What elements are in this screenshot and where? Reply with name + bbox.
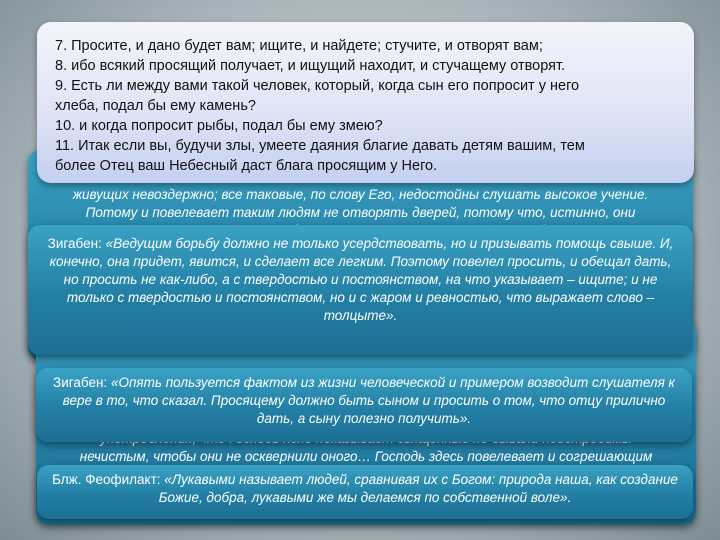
quote-text: «Опять пользуется фактом из жизни человеческой и примером возводит слушателя к вере в то, что сказал. Просящему должно быть сыном и просить о том, что отцу прилично дать, а сыну полезно получить». xyxy=(62,375,675,426)
zigaben-quote-box-1 xyxy=(28,225,693,355)
verse-line: 10. и когда попросит рыбы, подал бы ему змею? xyxy=(55,118,383,134)
verse-line: 8. ибо всякий просящий получает, и ищущий находит, и стучащему отворят. xyxy=(55,58,566,74)
verse-line: хлеба, подал бы ему камень? xyxy=(55,98,256,114)
verse-line: 11. Итак если вы, будучи злы, умеете даяния благие давать детям вашим, тем xyxy=(55,138,585,154)
gospel-verses-box xyxy=(37,22,694,183)
quote-author: Зигабен: xyxy=(53,375,108,390)
feofilakt-quote-box xyxy=(37,465,693,519)
background-line: Потому и повелевает таким людям не отворять дверей, потому что, истинно, они xyxy=(85,205,636,220)
verse-line: 9. Есть ли между вами такой человек, который, когда сын его попросит у него xyxy=(55,78,580,94)
verse-line: более Отец ваш Небесный даст блага просящим у Него. xyxy=(55,158,438,174)
verse-line: 7. Просите, и дано будет вам; ищите, и найдете; стучите, и отворят вам; xyxy=(55,38,543,54)
quote-text: «Ведущим борьбу должно не только усердствовать, но и призывать помощь свыше. И, конечно, она придет, явится, и сделает все легким. Поэтому повелел просить, и обещал дать, но просить не как-либо, а с твердостью и постоянством, на что указывает – ищите; и не только с твердостью и постоянством, но и с жаром и ревностью, что выражает слово – толцыте». xyxy=(49,236,674,323)
quote-author: Зигабен: xyxy=(47,236,102,251)
quote-text: «Лукавыми называет людей, сравнивая их с Богом: природа наша, как создание Божие, добра, лукавыми же мы делаемся по собственной воле». xyxy=(158,472,678,505)
quote-author: Блж. Феофилакт: xyxy=(52,472,161,487)
background-line: нечистым, чтобы они не осквернили оного… Господь здесь повелевает и согрешающим xyxy=(79,449,653,464)
background-line: живущих невоздержно; все таковые, по слову Его, недостойны слушать высокое учение. xyxy=(72,187,649,202)
zigaben-quote-box-2 xyxy=(36,368,692,442)
